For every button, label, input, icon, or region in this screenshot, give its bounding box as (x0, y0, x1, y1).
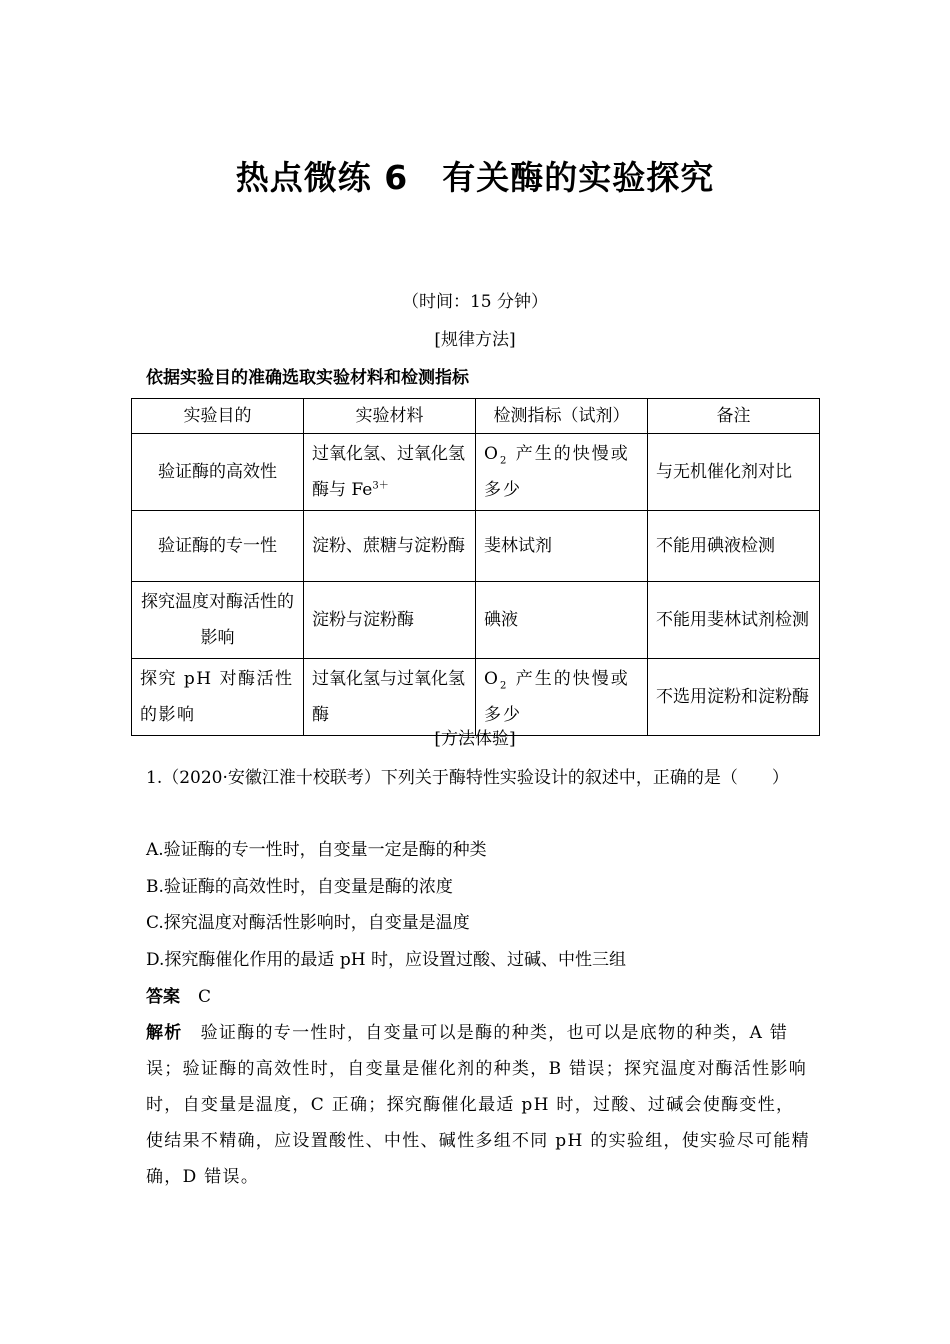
cell-material: 过氧化氢与过氧化氢酶 (304, 659, 476, 736)
header-material: 实验材料 (304, 399, 476, 434)
explanation-label: 解析 (146, 1023, 183, 1043)
cell-note: 与无机催化剂对比 (648, 434, 820, 511)
cell-goal: 验证酶的专一性 (132, 511, 304, 582)
cell-note: 不选用淀粉和淀粉酶 (648, 659, 820, 736)
cell-goal: 验证酶的高效性 (132, 434, 304, 511)
section-heading-rules: [规律方法] (434, 330, 516, 350)
page-title: 热点微练 6 有关酶的实验探究 (235, 158, 715, 197)
cell-indicator: 碘液 (476, 582, 648, 659)
header-indicator: 检测指标（试剂） (476, 399, 648, 434)
option-d: D.探究酶催化作用的最适 pH 时，应设置过酸、过碱、中性三组 (146, 950, 626, 970)
option-a: A.验证酶的专一性时，自变量一定是酶的种类 (146, 840, 487, 860)
answer-value: C (198, 987, 212, 1007)
cell-note: 不能用碘液检测 (648, 511, 820, 582)
table-row (132, 659, 820, 736)
section-heading-practice: [方法体验] (434, 729, 516, 749)
table-row (132, 582, 820, 659)
table-row (132, 434, 820, 511)
cell-material: 过氧化氢、过氧化氢酶与 $Fe^{3+}$ (304, 434, 476, 511)
table-heading: 依据实验目的准确选取实验材料和检测指标 (146, 368, 469, 388)
header-goal: 实验目的 (132, 399, 304, 434)
cell-note: 不能用斐林试剂检测 (648, 582, 820, 659)
experiment-table (131, 398, 820, 736)
cell-indicator: 斐林试剂 (476, 511, 648, 582)
question-stem: 1.（2020·安徽江淮十校联考）下列关于酶特性实验设计的叙述中，正确的是（ ） (146, 768, 789, 788)
option-b: B.验证酶的高效性时，自变量是酶的浓度 (146, 877, 453, 897)
table-row (132, 511, 820, 582)
explanation-text: 验证酶的专一性时，自变量可以是酶的种类，也可以是底物的种类，A 错误；验证酶的高效性时，自变量是催化剂的种类，B 错误；探究温度对酶活性影响时，自变量是温度，C 正确；探究酶催化最适 pH 时，过酸、过碱会使酶变性，使结果不精确，应设置酸性、中性、碱性多组不同 pH 的实验组，使实验尽可能精确，D 错误。 (146, 1023, 810, 1187)
cell-goal: 探究温度对酶活性的影响 (132, 582, 304, 659)
answer-label: 答案 (146, 987, 180, 1007)
time-note: （时间：15 分钟） (401, 292, 549, 312)
table-header-row (132, 399, 820, 434)
cell-goal: 探究 pH 对酶活性的影响 (132, 659, 304, 736)
cell-material: 淀粉与淀粉酶 (304, 582, 476, 659)
option-c: C.探究温度对酶活性影响时，自变量是温度 (146, 913, 470, 933)
cell-indicator: $O_2$ 产生的快慢或多少 (476, 434, 648, 511)
answer-line (146, 979, 810, 1015)
cell-indicator: $O_2$ 产生的快慢或多少 (476, 659, 648, 736)
explanation (146, 1015, 810, 1195)
header-note: 备注 (648, 399, 820, 434)
cell-material: 淀粉、蔗糖与淀粉酶 (304, 511, 476, 582)
